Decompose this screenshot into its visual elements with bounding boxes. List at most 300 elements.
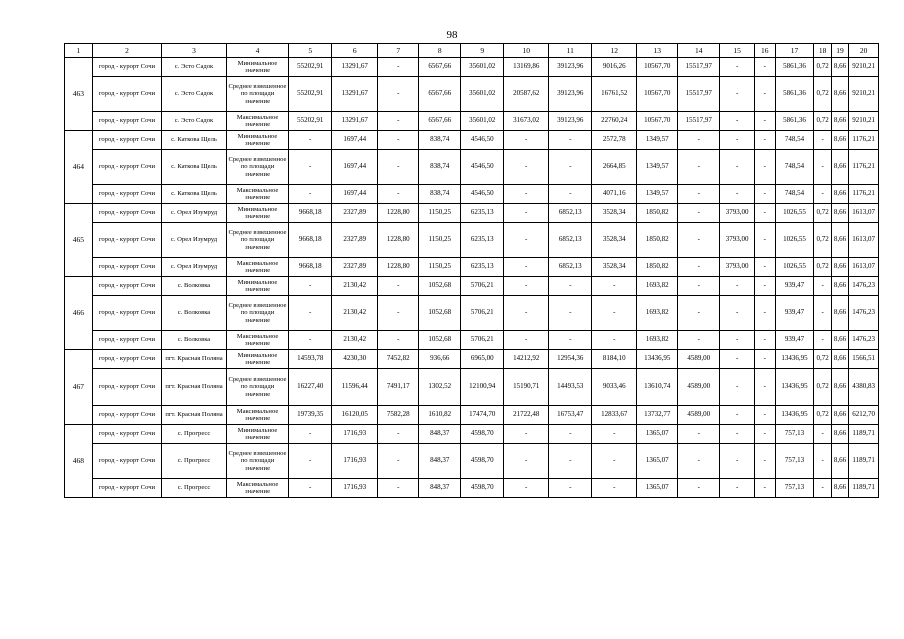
header-cell: 19 <box>831 44 848 58</box>
table-row <box>65 131 879 150</box>
header-cell: 2 <box>92 44 162 58</box>
value-cell: 1610,82 <box>419 406 461 425</box>
value-cell: - <box>720 479 755 498</box>
header-cell: 12 <box>592 44 637 58</box>
value-cell: 1850,82 <box>637 223 678 258</box>
settlement-cell: с. Волковка <box>162 331 227 350</box>
data-table <box>64 43 879 498</box>
value-cell: - <box>289 444 332 479</box>
value-cell: 838,74 <box>419 150 461 185</box>
value-cell: - <box>814 185 831 204</box>
table-row <box>65 406 879 425</box>
value-cell: - <box>814 331 831 350</box>
value-cell: 8,66 <box>831 185 848 204</box>
value-cell: - <box>549 150 592 185</box>
value-cell: 748,54 <box>775 150 814 185</box>
value-cell: 4589,00 <box>678 369 720 406</box>
value-cell: - <box>720 350 755 369</box>
value-cell: 9668,18 <box>289 204 332 223</box>
value-cell: 1613,07 <box>849 223 879 258</box>
city-cell: город - курорт Сочи <box>92 444 162 479</box>
value-cell: 0,72 <box>814 58 831 77</box>
value-cell: - <box>378 185 419 204</box>
table-row <box>65 479 879 498</box>
value-cell: - <box>678 131 720 150</box>
value-cell: 20587,62 <box>504 77 549 112</box>
value-cell: - <box>504 204 549 223</box>
value-cell: - <box>755 150 775 185</box>
city-cell: город - курорт Сочи <box>92 58 162 77</box>
value-cell: - <box>378 58 419 77</box>
value-cell: - <box>678 296 720 331</box>
value-cell: - <box>720 185 755 204</box>
table-row <box>65 204 879 223</box>
value-cell: - <box>678 204 720 223</box>
value-cell: 757,13 <box>775 479 814 498</box>
value-cell: 8,66 <box>831 479 848 498</box>
table-row <box>65 150 879 185</box>
city-cell: город - курорт Сочи <box>92 150 162 185</box>
value-cell: - <box>678 223 720 258</box>
value-cell: 838,74 <box>419 185 461 204</box>
header-cell: 4 <box>226 44 288 58</box>
value-cell: 15517,97 <box>678 58 720 77</box>
value-cell: 8,66 <box>831 369 848 406</box>
value-cell: 5861,36 <box>775 77 814 112</box>
settlement-cell: с. Волковка <box>162 277 227 296</box>
value-cell: - <box>289 479 332 498</box>
row-group-id: 466 <box>65 277 93 350</box>
value-cell: 6852,13 <box>549 223 592 258</box>
row-group-id: 464 <box>65 131 93 204</box>
row-group-id: 467 <box>65 350 93 425</box>
value-cell: 1349,57 <box>637 185 678 204</box>
city-cell: город - курорт Сочи <box>92 296 162 331</box>
city-cell: город - курорт Сочи <box>92 77 162 112</box>
value-cell: 3528,34 <box>592 223 637 258</box>
value-cell: - <box>549 425 592 444</box>
header-cell: 14 <box>678 44 720 58</box>
value-cell: 848,37 <box>419 425 461 444</box>
value-cell: - <box>678 444 720 479</box>
value-cell: 1716,93 <box>332 425 378 444</box>
value-cell: 9210,21 <box>849 58 879 77</box>
value-cell: 12954,36 <box>549 350 592 369</box>
settlement-cell: пгт. Красная Поляна <box>162 406 227 425</box>
value-cell: 5861,36 <box>775 58 814 77</box>
value-cell: 7491,17 <box>378 369 419 406</box>
value-cell: 1176,21 <box>849 185 879 204</box>
value-cell: - <box>755 258 775 277</box>
value-cell: - <box>504 479 549 498</box>
value-cell: 8,66 <box>831 131 848 150</box>
value-cell: - <box>289 277 332 296</box>
value-type-cell: Минимальное значение <box>226 58 288 77</box>
value-cell: 2327,89 <box>332 204 378 223</box>
value-cell: 1150,25 <box>419 204 461 223</box>
header-cell: 15 <box>720 44 755 58</box>
value-cell: 3793,00 <box>720 258 755 277</box>
value-cell: 8,66 <box>831 296 848 331</box>
value-type-cell: Минимальное значение <box>226 204 288 223</box>
value-type-cell: Максимальное значение <box>226 331 288 350</box>
value-cell: 6965,00 <box>461 350 504 369</box>
value-cell: - <box>720 112 755 131</box>
value-cell: 1716,93 <box>332 479 378 498</box>
value-type-cell: Среднее взвешенное по площади значение <box>226 150 288 185</box>
value-type-cell: Максимальное значение <box>226 185 288 204</box>
value-cell: - <box>678 185 720 204</box>
value-cell: - <box>289 425 332 444</box>
value-cell: 4598,70 <box>461 479 504 498</box>
table-row <box>65 425 879 444</box>
value-cell: 35601,02 <box>461 77 504 112</box>
value-cell: 1052,68 <box>419 277 461 296</box>
value-cell: 8,66 <box>831 425 848 444</box>
value-cell: - <box>755 223 775 258</box>
value-cell: 55202,91 <box>289 58 332 77</box>
value-cell: 3793,00 <box>720 223 755 258</box>
value-cell: 8,66 <box>831 406 848 425</box>
value-cell: - <box>755 444 775 479</box>
value-cell: 1693,82 <box>637 331 678 350</box>
value-cell: 13291,67 <box>332 112 378 131</box>
value-cell: 1026,55 <box>775 204 814 223</box>
value-cell: 22760,24 <box>592 112 637 131</box>
value-cell: - <box>289 331 332 350</box>
value-type-cell: Минимальное значение <box>226 277 288 296</box>
value-cell: - <box>504 185 549 204</box>
value-cell: - <box>504 296 549 331</box>
value-cell: - <box>755 369 775 406</box>
value-cell: - <box>289 185 332 204</box>
value-cell: 0,72 <box>814 369 831 406</box>
value-cell: 16120,05 <box>332 406 378 425</box>
value-cell: - <box>678 331 720 350</box>
value-cell: 13436,95 <box>775 369 814 406</box>
value-cell: - <box>504 277 549 296</box>
value-cell: - <box>678 150 720 185</box>
value-cell: 1693,82 <box>637 296 678 331</box>
value-cell: 939,47 <box>775 296 814 331</box>
value-cell: - <box>549 479 592 498</box>
value-cell: 8,66 <box>831 444 848 479</box>
settlement-cell: с. Каткова Щель <box>162 150 227 185</box>
value-type-cell: Максимальное значение <box>226 479 288 498</box>
value-cell: 13436,95 <box>775 350 814 369</box>
value-cell: - <box>814 277 831 296</box>
value-cell: 1365,07 <box>637 425 678 444</box>
value-cell: 8,66 <box>831 112 848 131</box>
value-cell: - <box>504 150 549 185</box>
value-cell: 16753,47 <box>549 406 592 425</box>
value-cell: 1693,82 <box>637 277 678 296</box>
city-cell: город - курорт Сочи <box>92 406 162 425</box>
header-cell: 17 <box>775 44 814 58</box>
value-cell: - <box>755 58 775 77</box>
value-cell: 14493,53 <box>549 369 592 406</box>
value-cell: 0,72 <box>814 112 831 131</box>
value-cell: 1176,21 <box>849 131 879 150</box>
settlement-cell: с. Орел Изумруд <box>162 223 227 258</box>
row-group-id: 463 <box>65 58 93 131</box>
value-cell: 6852,13 <box>549 204 592 223</box>
city-cell: город - курорт Сочи <box>92 369 162 406</box>
value-cell: 8,66 <box>831 331 848 350</box>
value-type-cell: Минимальное значение <box>226 131 288 150</box>
value-cell: 1697,44 <box>332 131 378 150</box>
value-cell: 5706,21 <box>461 277 504 296</box>
value-cell: 6235,13 <box>461 258 504 277</box>
value-type-cell: Максимальное значение <box>226 406 288 425</box>
value-cell: 17474,70 <box>461 406 504 425</box>
value-cell: 35601,02 <box>461 112 504 131</box>
value-cell: - <box>378 444 419 479</box>
value-cell: 1476,23 <box>849 331 879 350</box>
table-row <box>65 258 879 277</box>
value-cell: 8184,10 <box>592 350 637 369</box>
value-cell: - <box>814 479 831 498</box>
value-cell: - <box>814 131 831 150</box>
city-cell: город - курорт Сочи <box>92 277 162 296</box>
value-cell: 21722,48 <box>504 406 549 425</box>
value-cell: - <box>378 131 419 150</box>
header-cell: 3 <box>162 44 227 58</box>
city-cell: город - курорт Сочи <box>92 331 162 350</box>
value-cell: - <box>549 444 592 479</box>
value-cell: 39123,96 <box>549 112 592 131</box>
value-cell: 6567,66 <box>419 58 461 77</box>
value-cell: - <box>378 112 419 131</box>
settlement-cell: с. Прогресс <box>162 425 227 444</box>
value-cell: - <box>678 258 720 277</box>
city-cell: город - курорт Сочи <box>92 112 162 131</box>
value-cell: 4598,70 <box>461 425 504 444</box>
value-cell: - <box>378 77 419 112</box>
header-cell: 9 <box>461 44 504 58</box>
table-row <box>65 277 879 296</box>
header-cell: 1 <box>65 44 93 58</box>
value-cell: - <box>378 150 419 185</box>
value-cell: 39123,96 <box>549 58 592 77</box>
header-cell: 16 <box>755 44 775 58</box>
value-cell: - <box>814 425 831 444</box>
city-cell: город - курорт Сочи <box>92 479 162 498</box>
value-cell: 55202,91 <box>289 77 332 112</box>
value-cell: - <box>592 277 637 296</box>
value-cell: 1850,82 <box>637 258 678 277</box>
value-cell: 748,54 <box>775 131 814 150</box>
value-cell: 1189,71 <box>849 425 879 444</box>
value-cell: - <box>755 331 775 350</box>
value-cell: 3528,34 <box>592 204 637 223</box>
value-cell: 7452,82 <box>378 350 419 369</box>
header-cell: 8 <box>419 44 461 58</box>
value-cell: - <box>592 444 637 479</box>
value-cell: 6567,66 <box>419 77 461 112</box>
value-cell: - <box>378 479 419 498</box>
value-type-cell: Минимальное значение <box>226 425 288 444</box>
value-cell: 1349,57 <box>637 131 678 150</box>
value-cell: 6852,13 <box>549 258 592 277</box>
value-type-cell: Максимальное значение <box>226 112 288 131</box>
value-cell: 5861,36 <box>775 112 814 131</box>
table-row <box>65 369 879 406</box>
value-type-cell: Минимальное значение <box>226 350 288 369</box>
value-cell: - <box>504 258 549 277</box>
value-cell: 2327,89 <box>332 223 378 258</box>
value-cell: 9668,18 <box>289 223 332 258</box>
city-cell: город - курорт Сочи <box>92 223 162 258</box>
value-cell: - <box>504 223 549 258</box>
value-cell: 0,72 <box>814 223 831 258</box>
value-cell: 13291,67 <box>332 77 378 112</box>
value-cell: 0,72 <box>814 406 831 425</box>
value-cell: 9210,21 <box>849 77 879 112</box>
value-cell: 1052,68 <box>419 331 461 350</box>
value-cell: 1850,82 <box>637 204 678 223</box>
value-cell: - <box>289 296 332 331</box>
value-cell: 939,47 <box>775 277 814 296</box>
value-type-cell: Среднее взвешенное по площади значение <box>226 296 288 331</box>
settlement-cell: с. Каткова Щель <box>162 185 227 204</box>
value-cell: 748,54 <box>775 185 814 204</box>
value-cell: - <box>720 444 755 479</box>
city-cell: город - курорт Сочи <box>92 131 162 150</box>
settlement-cell: пгт. Красная Поляна <box>162 350 227 369</box>
value-cell: 1365,07 <box>637 479 678 498</box>
value-cell: 1613,07 <box>849 258 879 277</box>
header-cell: 10 <box>504 44 549 58</box>
value-cell: 1189,71 <box>849 479 879 498</box>
value-cell: 2327,89 <box>332 258 378 277</box>
value-cell: - <box>720 77 755 112</box>
settlement-cell: с. Волковка <box>162 296 227 331</box>
value-cell: - <box>378 277 419 296</box>
value-cell: 3793,00 <box>720 204 755 223</box>
value-cell: 4546,50 <box>461 131 504 150</box>
value-cell: - <box>814 444 831 479</box>
value-cell: 16761,52 <box>592 77 637 112</box>
value-cell: 8,66 <box>831 350 848 369</box>
header-cell: 13 <box>637 44 678 58</box>
value-cell: 936,66 <box>419 350 461 369</box>
value-cell: - <box>755 131 775 150</box>
value-cell: - <box>504 444 549 479</box>
table-row <box>65 185 879 204</box>
value-cell: 10567,70 <box>637 58 678 77</box>
value-cell: 1476,23 <box>849 296 879 331</box>
value-cell: - <box>549 185 592 204</box>
value-cell: 8,66 <box>831 277 848 296</box>
value-cell: 16227,40 <box>289 369 332 406</box>
value-cell: - <box>549 331 592 350</box>
value-cell: 1228,80 <box>378 258 419 277</box>
value-cell: 0,72 <box>814 350 831 369</box>
value-cell: 848,37 <box>419 479 461 498</box>
value-cell: 13610,74 <box>637 369 678 406</box>
value-cell: 9210,21 <box>849 112 879 131</box>
value-cell: 7582,28 <box>378 406 419 425</box>
value-cell: - <box>755 296 775 331</box>
value-cell: 4546,50 <box>461 185 504 204</box>
value-cell: 8,66 <box>831 58 848 77</box>
value-cell: 1026,55 <box>775 223 814 258</box>
value-cell: - <box>814 150 831 185</box>
header-cell: 11 <box>549 44 592 58</box>
value-cell: 13291,67 <box>332 58 378 77</box>
value-cell: 6567,66 <box>419 112 461 131</box>
value-cell: 1052,68 <box>419 296 461 331</box>
header-row <box>65 44 879 58</box>
value-cell: 55202,91 <box>289 112 332 131</box>
value-cell: 15190,71 <box>504 369 549 406</box>
value-cell: 1697,44 <box>332 150 378 185</box>
value-cell: - <box>755 112 775 131</box>
value-cell: 0,72 <box>814 258 831 277</box>
value-cell: 3528,34 <box>592 258 637 277</box>
value-cell: 1176,21 <box>849 150 879 185</box>
value-cell: 757,13 <box>775 444 814 479</box>
header-cell: 5 <box>289 44 332 58</box>
value-cell: - <box>289 131 332 150</box>
value-cell: 1566,51 <box>849 350 879 369</box>
value-cell: - <box>378 296 419 331</box>
value-type-cell: Среднее взвешенное по площади значение <box>226 77 288 112</box>
value-cell: - <box>755 277 775 296</box>
value-cell: 8,66 <box>831 223 848 258</box>
value-cell: - <box>755 77 775 112</box>
value-cell: 10567,70 <box>637 77 678 112</box>
table-row <box>65 444 879 479</box>
value-cell: 1349,57 <box>637 150 678 185</box>
value-cell: - <box>592 479 637 498</box>
value-cell: 4380,83 <box>849 369 879 406</box>
value-cell: 14593,78 <box>289 350 332 369</box>
value-cell: 1189,71 <box>849 444 879 479</box>
value-type-cell: Максимальное значение <box>226 258 288 277</box>
value-cell: - <box>289 150 332 185</box>
row-group-id: 465 <box>65 204 93 277</box>
value-cell: 0,72 <box>814 77 831 112</box>
value-cell: 10567,70 <box>637 112 678 131</box>
value-cell: 0,72 <box>814 204 831 223</box>
page-number: 98 <box>446 29 458 41</box>
value-cell: 1026,55 <box>775 258 814 277</box>
row-group-id: 468 <box>65 425 93 498</box>
value-cell: 13436,95 <box>775 406 814 425</box>
value-cell: 1302,52 <box>419 369 461 406</box>
value-cell: 8,66 <box>831 77 848 112</box>
city-cell: город - курорт Сочи <box>92 204 162 223</box>
city-cell: город - курорт Сочи <box>92 185 162 204</box>
value-cell: 15517,97 <box>678 77 720 112</box>
value-cell: - <box>814 296 831 331</box>
value-cell: - <box>678 479 720 498</box>
value-cell: 12833,67 <box>592 406 637 425</box>
value-cell: - <box>720 58 755 77</box>
value-cell: 1150,25 <box>419 223 461 258</box>
table-row <box>65 77 879 112</box>
value-cell: - <box>720 406 755 425</box>
value-cell: 15517,97 <box>678 112 720 131</box>
value-cell: 1476,23 <box>849 277 879 296</box>
settlement-cell: с. Орел Изумруд <box>162 258 227 277</box>
value-cell: 8,66 <box>831 204 848 223</box>
value-cell: 31673,02 <box>504 112 549 131</box>
value-cell: 13436,95 <box>637 350 678 369</box>
value-cell: 8,66 <box>831 258 848 277</box>
